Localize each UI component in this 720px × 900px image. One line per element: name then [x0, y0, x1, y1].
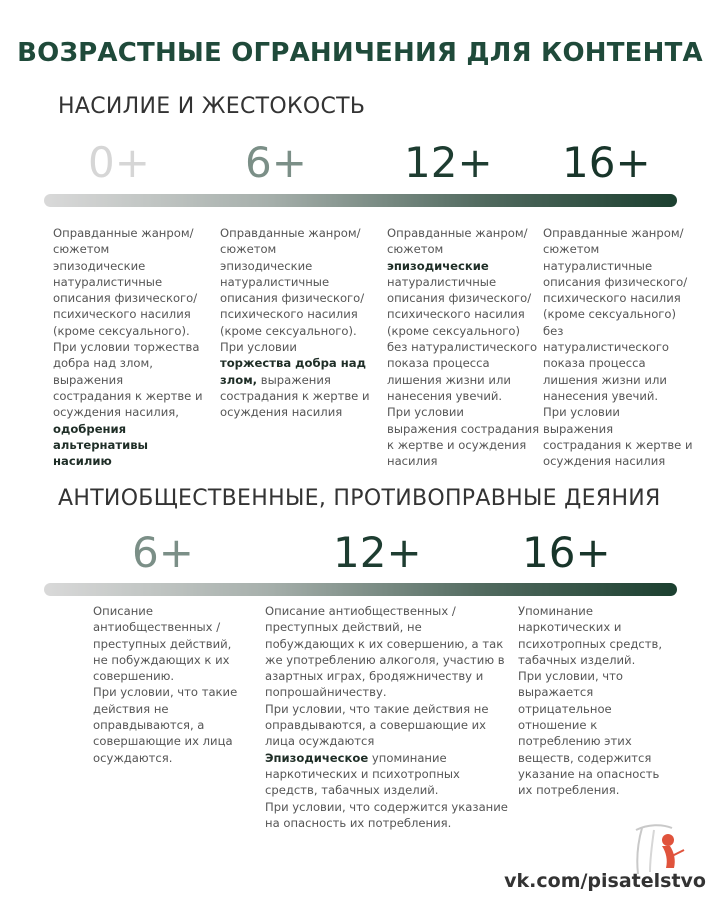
age-rating-16-antisocial: 16+: [522, 528, 611, 577]
antisocial-column-6: [93, 603, 258, 766]
body-text: Описание антиобщественных / преступных действий, не побуждающих к их совершению. При условии, что такие действия не оправдываются, а совершающие их лица осуждаются.: [93, 604, 238, 765]
age-gradient-bar: [44, 194, 677, 207]
age-rating-12-antisocial: 12+: [333, 528, 422, 577]
emphasis-text: Эпизодическое: [265, 750, 369, 765]
violence-column-6: [220, 225, 380, 421]
age-rating-12: 12+: [404, 138, 493, 187]
age-rating-6: 6+: [245, 138, 307, 187]
age-rating-16: 16+: [562, 138, 651, 187]
emphasis-text: эпизодические: [387, 258, 489, 273]
antisocial-column-16: [518, 603, 683, 799]
body-text: Оправданные жанром/ сюжетом эпизодические натуралистичные описания физического/ психического насилия (кроме сексуального). При условии: [220, 226, 365, 355]
emphasis-text: одобрения альтернативы насилию: [53, 421, 149, 469]
section-heading-antisocial: АНТИОБЩЕСТВЕННЫЕ, ПРОТИВОПРАВНЫЕ ДЕЯНИЯ: [58, 486, 661, 511]
body-text: выражения сострадания к жертве и осуждения насилия: [220, 372, 370, 420]
emphasis-text: торжества добра над злом,: [220, 356, 366, 387]
age-gradient-bar-antisocial: [44, 583, 677, 596]
section-heading-violence: НАСИЛИЕ И ЖЕСТОКОСТЬ: [58, 94, 366, 119]
body-text: Упоминание наркотических и психотропных средств, табачных изделий. При условии, что выражается отрицательное отношение к потреблению этих веществ, содержится указание на опасность их потребления.: [518, 604, 663, 798]
body-text: Описание антиобщественных / преступных действий, не побуждающих к их совершению, а так же употреблению алкоголя, участию в азартных играх, бродяжничеству и попрошайничеству. При условии, что такие действия не оправдываются, а совершающие их лица осуждаются: [265, 604, 505, 749]
body-text: Оправданные жанром/ сюжетом натуралистичные описания физического/ психического насилия (кроме сексуального) без натуралистического показа процесса лишения жизни или нанесения увечий. При условии выражения сострадания к жертве и осуждения насилия: [543, 226, 693, 469]
age-rating-6-antisocial: 6+: [132, 528, 194, 577]
body-text: натуралистичные описания физического/ психического насилия (кроме сексуального) без натуралистического показа процесса лишения жизни или нанесения увечий. При условии выражения сострадания к жертве и осуждения насилия: [387, 274, 540, 469]
body-text: упоминание наркотических и психотропных средств, табачных изделий. При условии, что содержится указание на опасность их потребления.: [265, 750, 508, 830]
violence-column-16: [543, 225, 703, 469]
footer-site-link[interactable]: vk.com/pisatelstvo: [504, 870, 706, 892]
violence-column-12: [387, 225, 547, 469]
violence-column-0: [53, 225, 213, 469]
body-text: Оправданные жанром/ сюжетом эпизодические натуралистичные описания физического/ психического насилия (кроме сексуального). При условии торжества добра над злом, выражения сострадания к жертве и осуждения насилия,: [53, 226, 203, 420]
page-title: ВОЗРАСТНЫЕ ОГРАНИЧЕНИЯ ДЛЯ КОНТЕНТА: [17, 38, 703, 68]
body-text: Оправданные жанром/ сюжетом: [387, 226, 528, 257]
age-rating-0: 0+: [88, 138, 150, 187]
antisocial-column-12: [265, 603, 510, 831]
